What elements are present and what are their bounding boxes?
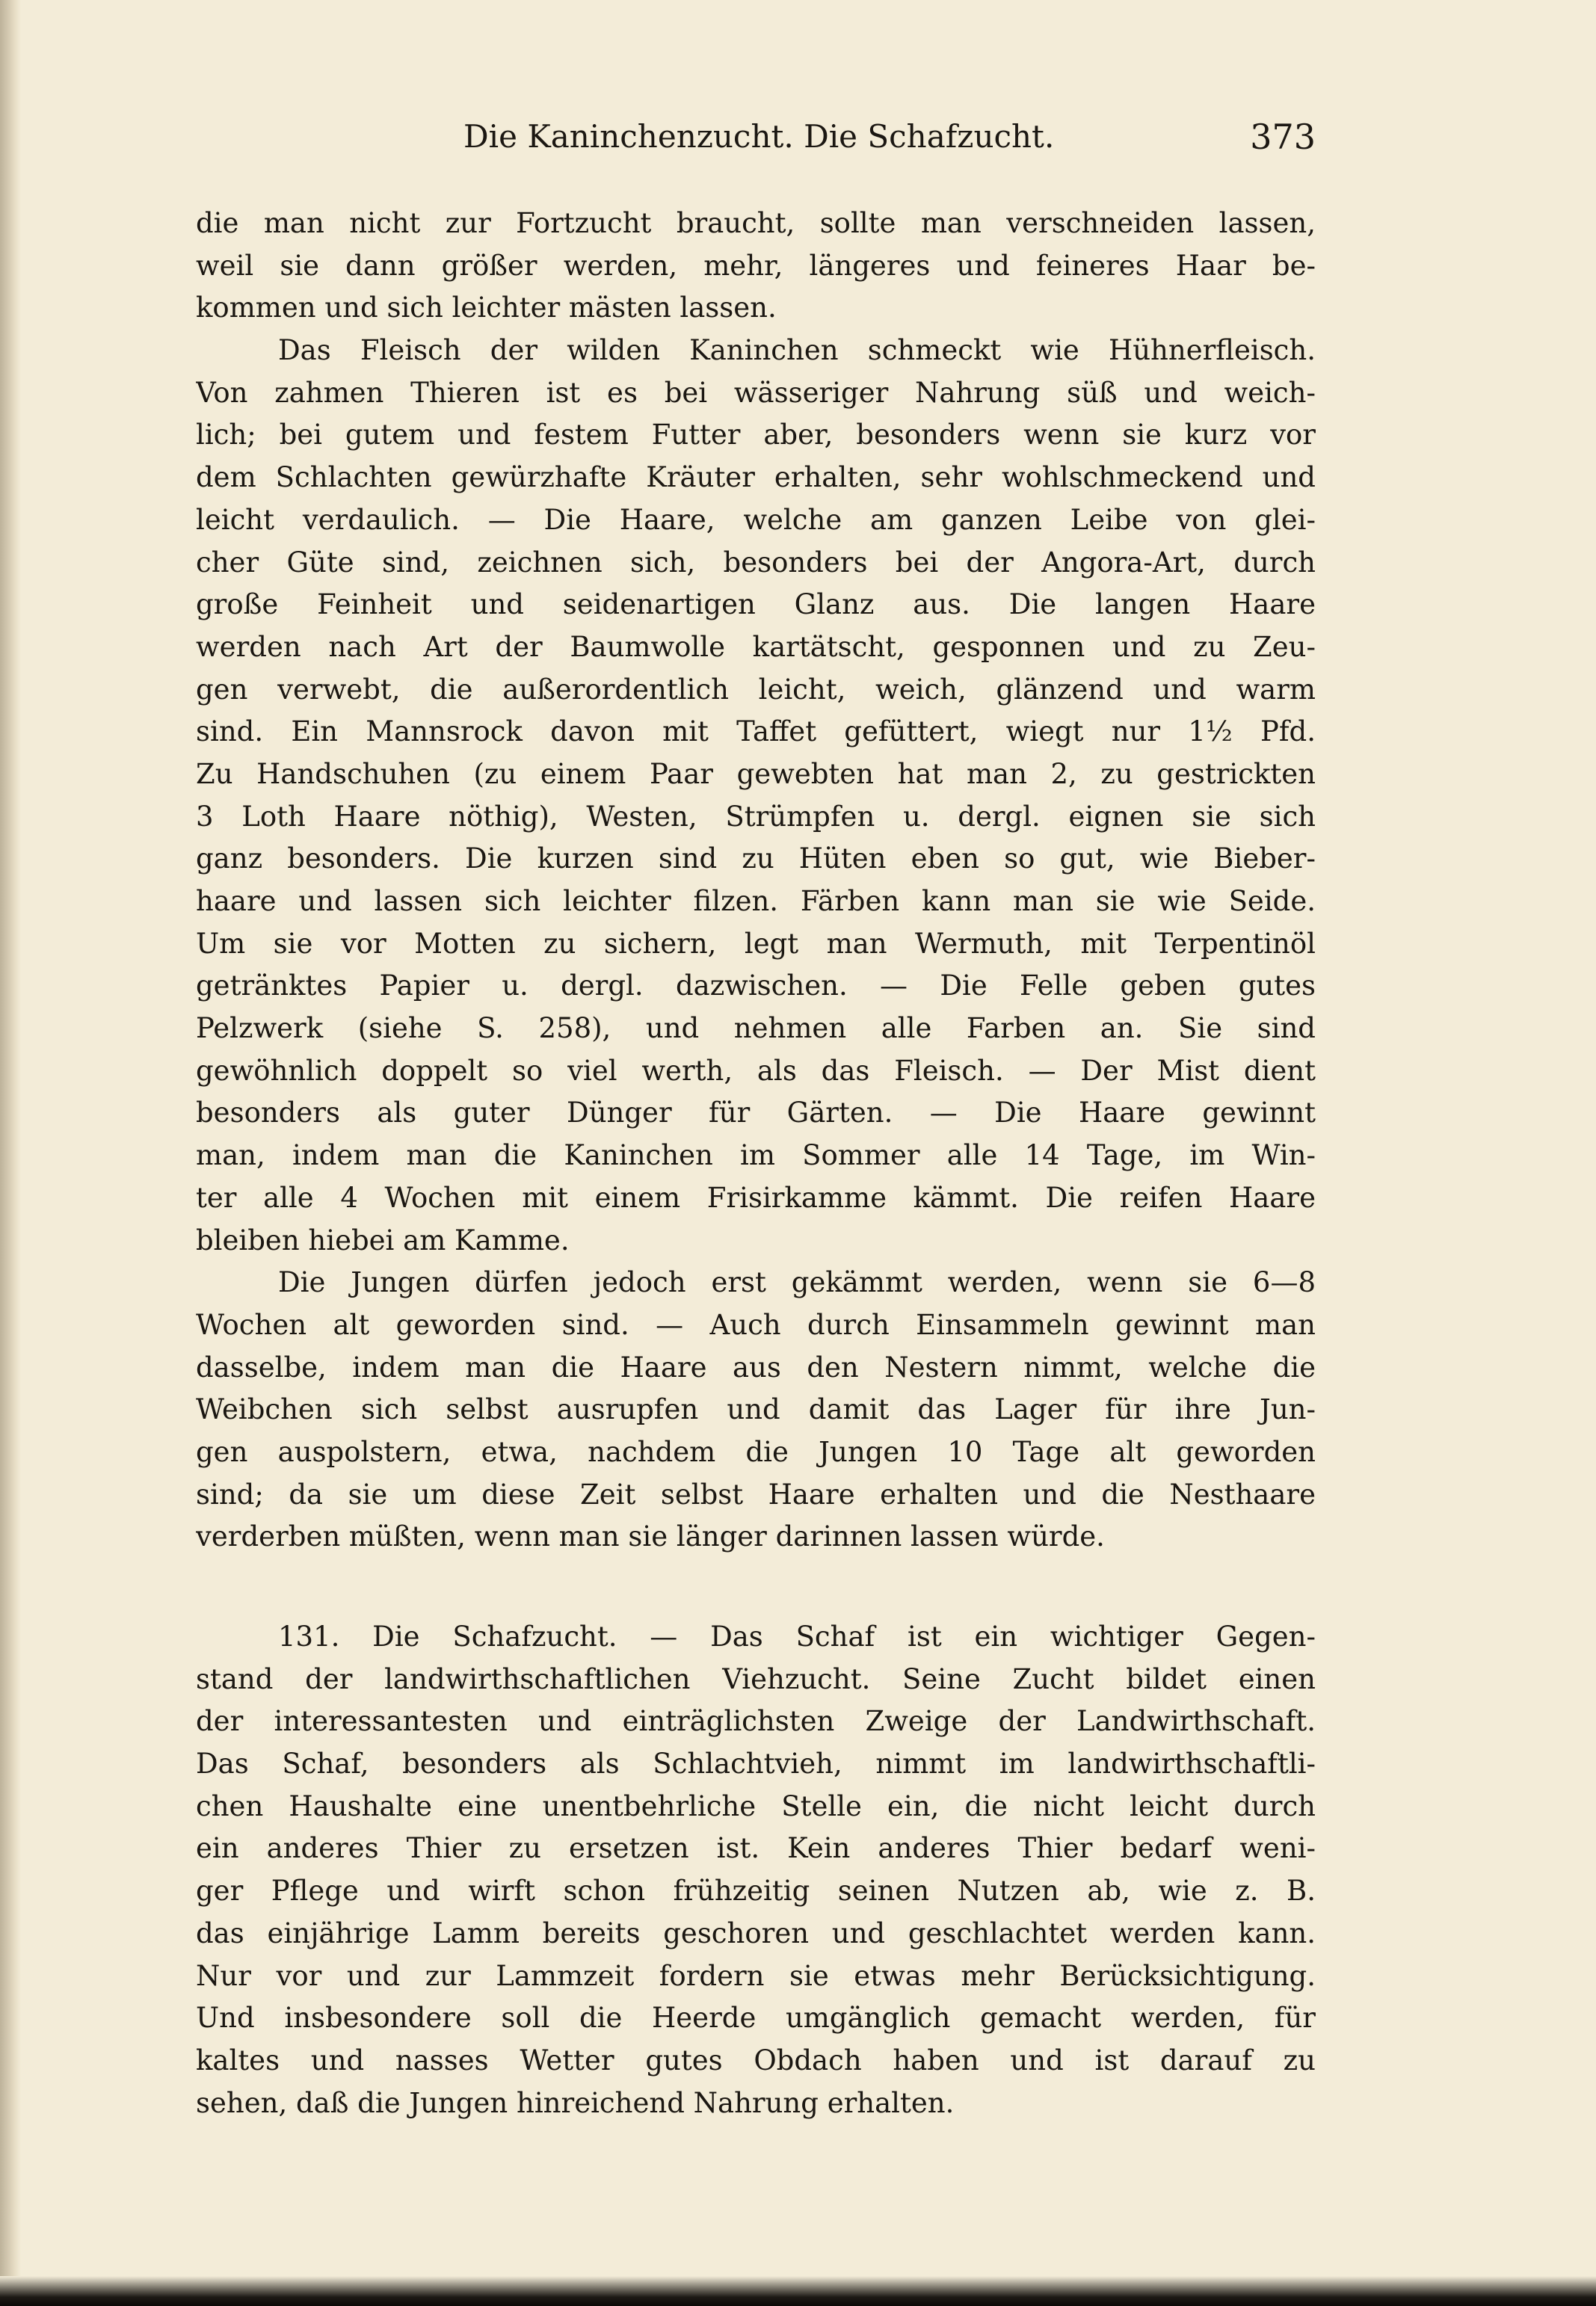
text-line: gen auspolstern, etwa, nachdem die Jungen 10 Tage alt geworden [196,1435,1316,1468]
page-bottom-edge [0,2276,1596,2306]
text-line: Und insbesondere soll die Heerde umgänglich gemacht werden, für [196,2002,1316,2035]
text-line: dem Schlachten gewürzhafte Kräuter erhalten, sehr wohlschmeckend und [196,461,1316,494]
text-line: große Feinheit und seidenartigen Glanz aus. Die langen Haare [196,588,1316,621]
text-line: Pelzwerk (siehe S. 258), und nehmen alle Farben an. Sie sind [196,1012,1316,1045]
section-rabbit-breeding-text [196,203,1316,1559]
text-line: ganz besonders. Die kurzen sind zu Hüten eben so gut, wie Bieber- [196,842,1316,875]
text-line: sind; da sie um diese Zeit selbst Haare erhalten und die Nesthaare [196,1478,1316,1511]
text-line: Nur vor und zur Lammzeit fordern sie etwas mehr Berücksichtigung. [196,1959,1316,1992]
text-line: der interessantesten und einträglichsten Zweige der Landwirthschaft. [196,1705,1316,1738]
text-line: werden nach Art der Baumwolle kartätscht, gesponnen und zu Zeu- [196,630,1316,663]
text-line: Von zahmen Thieren ist es bei wässeriger Nahrung süß und weich- [196,376,1316,409]
running-header [434,111,1316,163]
text-line: die man nicht zur Fortzucht braucht, sollte man verschneiden lassen, [196,207,1316,239]
text-line: lich; bei gutem und festem Futter aber, besonders wenn sie kurz vor [196,419,1316,451]
section-heading-line: 131. Die Schafzucht. — Das Schaf ist ein wichtiger Gegen- [278,1621,1316,1653]
text-line: weil sie dann größer werden, mehr, längeres und feineres Haar be- [196,249,1316,282]
text-line: getränktes Papier u. dergl. dazwischen. — Die Felle geben gutes [196,969,1316,1002]
text-line: gewöhnlich doppelt so viel werth, als das Fleisch. — Der Mist dient [196,1054,1316,1087]
text-line: kommen und sich leichter mästen lassen. [196,292,777,324]
text-line: besonders als guter Dünger für Gärten. — Die Haare gewinnt [196,1097,1316,1129]
text-line: stand der landwirthschaftlichen Viehzucht. Seine Zucht bildet einen [196,1662,1316,1695]
text-line: Weibchen sich selbst ausrupfen und damit das Lager für ihre Jun- [196,1393,1316,1426]
page-gutter-shadow [0,0,21,2306]
section-131-sheep-breeding-text [196,1616,1316,2124]
text-line: sind. Ein Mannsrock davon mit Taffet gefüttert, wiegt nur 1½ Pfd. [196,715,1316,748]
text-line: Wochen alt geworden sind. — Auch durch Einsammeln gewinnt man [196,1308,1316,1341]
text-line: Zu Handschuhen (zu einem Paar gewebten hat man 2, zu gestrickten [196,757,1316,790]
running-title: Die Kaninchenzucht. Die Schafzucht. [463,118,1055,155]
text-line: chen Haushalte eine unentbehrliche Stelle ein, die nicht leicht durch [196,1789,1316,1822]
text-line: kaltes und nasses Wetter gutes Obdach haben und ist darauf zu [196,2044,1316,2077]
page-number: 373 [1250,117,1316,157]
text-line: haare und lassen sich leichter filzen. Färben kann man sie wie Seide. [196,885,1316,917]
text-line: 3 Loth Haare nöthig), Westen, Strümpfen u. dergl. eignen sie sich [196,800,1316,833]
text-line: ger Pflege und wirft schon frühzeitig seinen Nutzen ab, wie z. B. [196,1875,1316,1908]
text-line: Die Jungen dürfen jedoch erst gekämmt werden, wenn sie 6—8 [278,1266,1316,1299]
text-line: bleiben hiebei am Kamme. [196,1224,570,1257]
text-line: verderben müßten, wenn man sie länger darinnen lassen würde. [196,1520,1105,1553]
text-line: Um sie vor Motten zu sichern, legt man Wermuth, mit Terpentinöl [196,927,1316,960]
text-line: man, indem man die Kaninchen im Sommer alle 14 Tage, im Win- [196,1139,1316,1172]
text-line: das einjährige Lamm bereits geschoren und geschlachtet werden kann. [196,1917,1316,1949]
text-line: sehen, daß die Jungen hinreichend Nahrung erhalten. [196,2086,955,2119]
text-line: cher Güte sind, zeichnen sich, besonders bei der Angora-Art, durch [196,546,1316,579]
text-line: ter alle 4 Wochen mit einem Frisirkamme kämmt. Die reifen Haare [196,1181,1316,1214]
text-line: ein anderes Thier zu ersetzen ist. Kein anderes Thier bedarf weni- [196,1832,1316,1865]
text-line: Das Schaf, besonders als Schlachtvieh, nimmt im landwirthschaftli- [196,1748,1316,1781]
text-line: dasselbe, indem man die Haare aus den Nestern nimmt, welche die [196,1351,1316,1384]
text-line: gen verwebt, die außerordentlich leicht, weich, glänzend und warm [196,673,1316,706]
text-line: leicht verdaulich. — Die Haare, welche am ganzen Leibe von glei- [196,503,1316,536]
text-line: Das Fleisch der wilden Kaninchen schmeckt wie Hühnerfleisch. [278,334,1316,367]
